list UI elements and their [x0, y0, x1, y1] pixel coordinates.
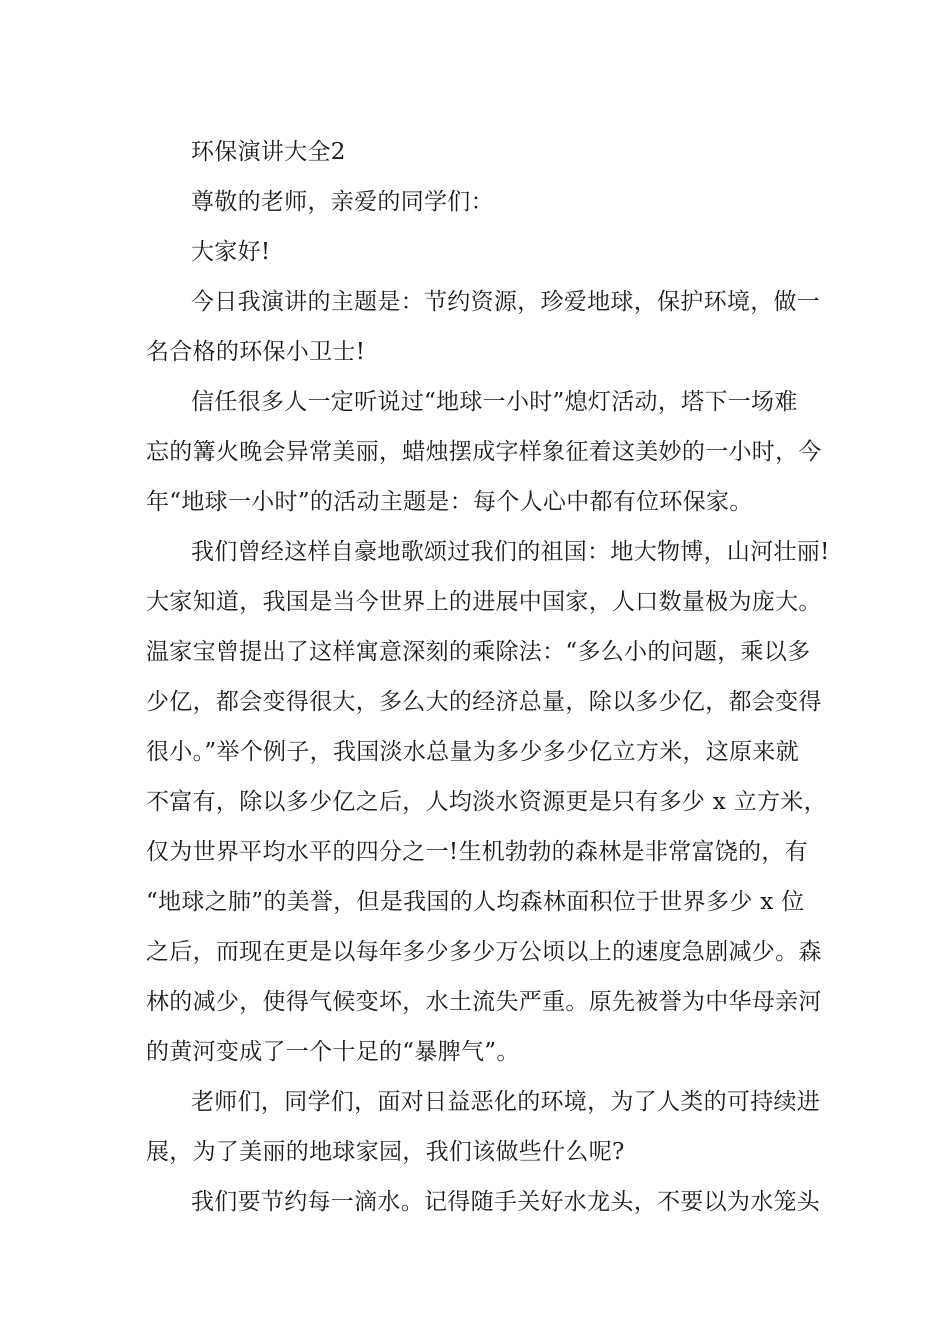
- document-title: 环保演讲大全2: [191, 139, 346, 165]
- paragraph-line: 之后，而现在更是以每年多少多少万公顷以上的速度急剧减少。森: [146, 939, 822, 965]
- paragraph-line: 名合格的环保小卫士!: [146, 339, 366, 365]
- paragraph-line: 大家知道，我国是当今世界上的进展中国家，人口数量极为庞大。: [146, 589, 822, 615]
- paragraph-line: 信任很多人一定听说过“地球一小时”熄灯活动，塔下一场难: [191, 389, 798, 415]
- paragraph-line: “地球之肺”的美誉，但是我国的人均森林面积位于世界多少 x 位: [146, 889, 805, 915]
- paragraph-line: 林的减少，使得气候变坏，水土流失严重。原先被誉为中华母亲河: [146, 989, 822, 1015]
- paragraph-line: 我们曾经这样自豪地歌颂过我们的祖国：地大物博，山河壮丽!: [191, 539, 830, 565]
- paragraph-line: 展，为了美丽的地球家园，我们该做些什么呢?: [146, 1139, 625, 1165]
- paragraph-line: 的黄河变成了一个十足的“暴脾气”。: [146, 1039, 520, 1065]
- paragraph-line: 温家宝曾提出了这样寓意深刻的乘除法：“多么小的问题，乘以多: [146, 639, 811, 665]
- paragraph-line: 忘的篝火晚会异常美丽，蜡烛摆成字样象征着这美妙的一小时，今: [146, 439, 822, 465]
- paragraph-line: 老师们，同学们，面对日益恶化的环境，为了人类的可持续进: [191, 1089, 821, 1115]
- salutation: 尊敬的老师，亲爱的同学们：: [191, 189, 494, 215]
- paragraph-line: 我们要节约每一滴水。记得随手关好水龙头，不要以为水笼头: [191, 1189, 821, 1215]
- paragraph-line: 少亿，都会变得很大，多么大的经济总量，除以多少亿，都会变得: [146, 689, 822, 715]
- paragraph-line: 年“地球一小时”的活动主题是：每个人心中都有位环保家。: [146, 489, 753, 515]
- paragraph-line: 仅为世界平均水平的四分之一!生机勃勃的森林是非常富饶的，有: [146, 839, 808, 865]
- paragraph-line: 很小。”举个例子，我国淡水总量为多少多少亿立方米，这原来就: [146, 739, 799, 765]
- greeting: 大家好!: [191, 239, 271, 265]
- paragraph-line: 今日我演讲的主题是：节约资源，珍爱地球，保护环境，做一: [191, 289, 821, 315]
- paragraph-line: 不富有，除以多少亿之后，人均淡水资源更是只有多少 x 立方米，: [146, 789, 827, 815]
